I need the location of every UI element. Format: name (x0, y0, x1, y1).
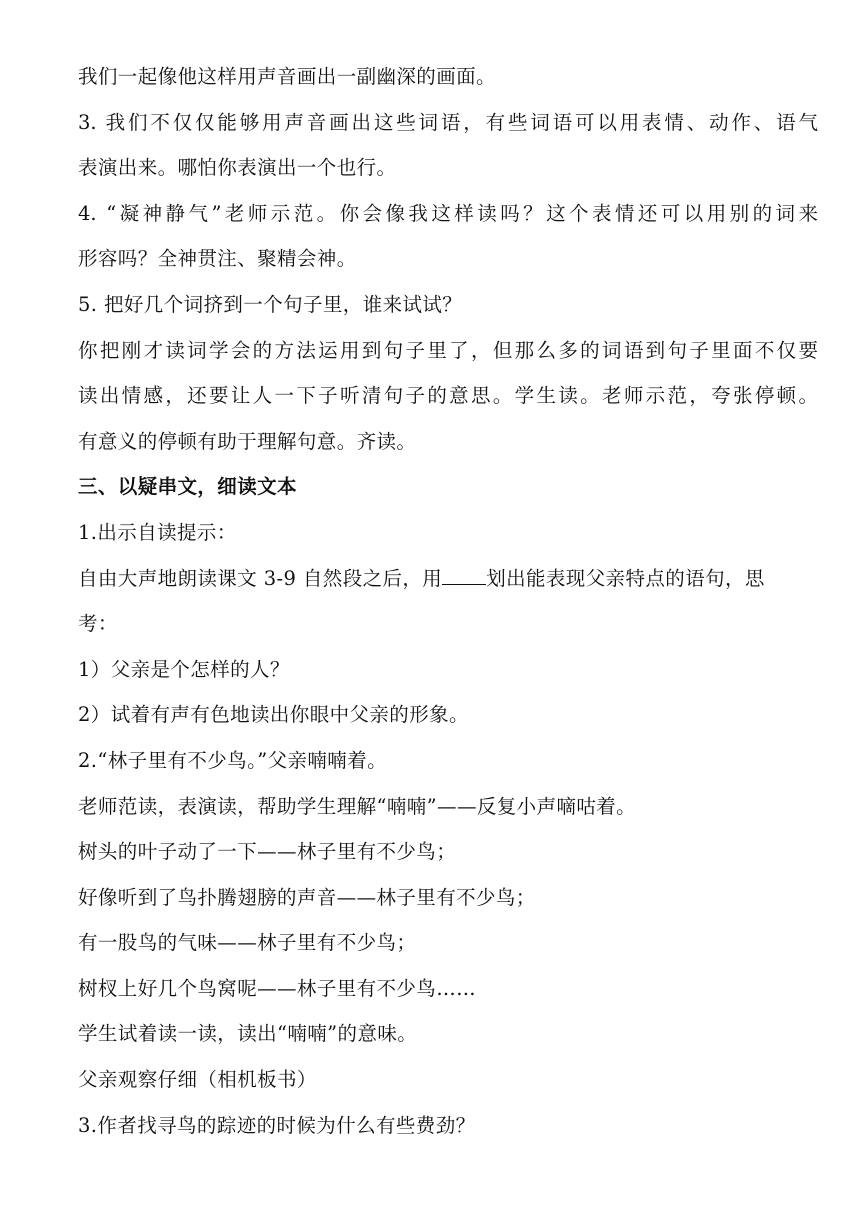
text-line: 树头的叶子动了一下——林子里有不少鸟； (78, 840, 457, 864)
text-line: 我们一起像他这样用声音画出一副幽深的画面。 (78, 65, 496, 88)
text-line: 4. “凝神静气”老师示范。你会像我这样读吗？这个表情还可以用别的词来 (78, 201, 818, 225)
text-line: 考： (78, 612, 118, 636)
text-line: 学生试着读一读，读出“喃喃”的意味。 (78, 1022, 418, 1046)
reading-prompt-after: 划出能表现父亲特点的语句，思 (486, 566, 765, 590)
text-line: 形容吗？全神贯注、聚精会神。 (78, 247, 357, 271)
text-line: 有一股鸟的气味——林子里有不少鸟； (78, 931, 417, 955)
text-line: 3.作者找寻鸟的踪迹的时候为什么有些费劲？ (78, 1113, 476, 1137)
text-line: 有意义的停顿有助于理解句意。齐读。 (78, 429, 417, 453)
text-line: 读出情感，还要让人一下子听清句子的意思。学生读。老师示范，夸张停顿。 (78, 384, 818, 408)
document-page (78, 54, 818, 1148)
text-line: 2.“林子里有不少鸟。”父亲喃喃着。 (78, 748, 387, 772)
text-line: 老师范读，表演读，帮助学生理解“喃喃”——反复小声嘀咕着。 (78, 794, 637, 818)
reading-prompt-before: 自由大声地朗读课文 3-9 自然段之后，用 (78, 566, 443, 590)
reading-prompt-line (78, 556, 818, 602)
text-line: 5. 把好几个词挤到一个句子里，谁来试试？ (78, 292, 463, 316)
text-line: 表演出来。哪怕你表演出一个也行。 (78, 156, 397, 180)
text-line: 好像听到了鸟扑腾翅膀的声音——林子里有不少鸟； (78, 885, 536, 909)
text-line: 3. 我们不仅仅能够用声音画出这些词语，有些词语可以用表情、动作、语气 (78, 110, 818, 134)
text-line: 父亲观察仔细（相机板书） (78, 1068, 317, 1092)
text-line: 你把刚才读词学会的方法运用到句子里了，但那么多的词语到句子里面不仅要 (78, 338, 818, 362)
text-line: 2）试着有声有色地读出你眼中父亲的形象。 (78, 703, 469, 727)
text-line: 树杈上好几个鸟窝呢——林子里有不少鸟…… (78, 976, 477, 1000)
text-line: 1.出示自读提示： (78, 520, 237, 544)
fill-in-blank (442, 560, 486, 585)
text-line: 1）父亲是个怎样的人？ (78, 657, 290, 681)
section-heading: 三、以疑串文，细读文本 (78, 475, 297, 499)
